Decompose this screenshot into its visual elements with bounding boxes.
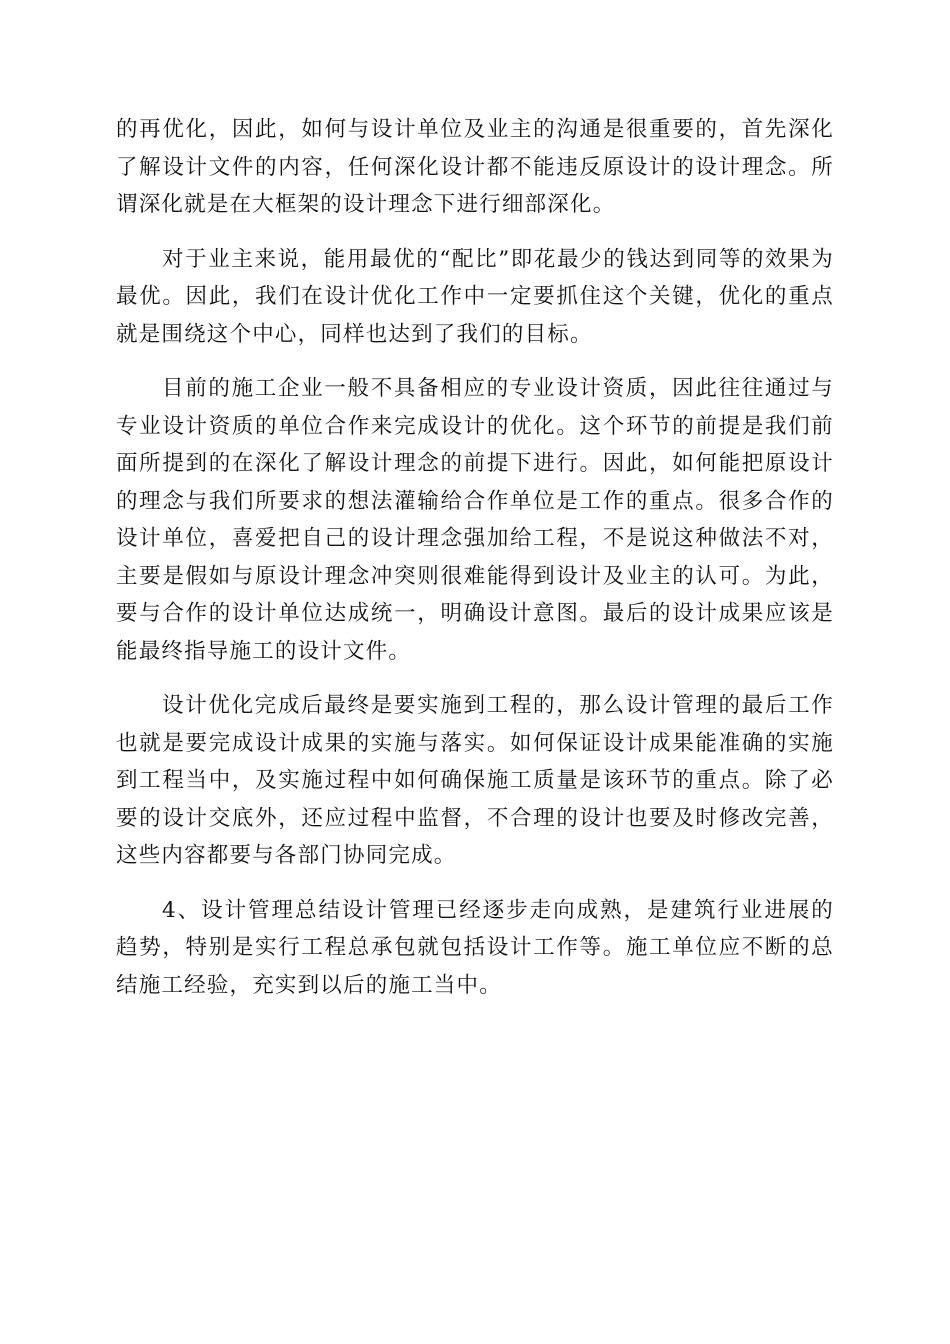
paragraph-2: 对于业主来说，能用最优的“配比”即花最少的钱达到同等的效果为最优。因此，我们在设计优化工作中一定要抓住这个关键，优化的重点就是围绕这个中心，同样也达到了我们的目标。 — [116, 246, 834, 347]
paragraph-5: 4、设计管理总结设计管理已经逐步走向成熟，是建筑行业进展的趋势，特别是实行工程总承包就包括设计工作等。施工单位应不断的总结施工经验，充实到以后的施工当中。 — [116, 897, 834, 998]
paragraph-3: 目前的施工企业一般不具备相应的专业设计资质，因此往往通过与专业设计资质的单位合作来完成设计的优化。这个环节的前提是我们前面所提到的在深化了解设计理念的前提下进行。因此，如何能把原设计的理念与我们所要求的想法灌输给合作单位是工作的重点。很多合作的设计单位，喜爱把自己的设计理念强加给工程，不是说这种做法不对，主要是假如与原设计理念冲突则很难能得到设计及业主的认可。为此，要与合作的设计单位达成统一，明确设计意图。最后的设计成果应该是能最终指导施工的设计文件。 — [116, 376, 834, 664]
paragraph-1: 的再优化，因此，如何与设计单位及业主的沟通是很重要的，首先深化了解设计文件的内容，任何深化设计都不能违反原设计的设计理念。所谓深化就是在大框架的设计理念下进行细部深化。 — [116, 117, 834, 217]
paragraph-4: 设计优化完成后最终是要实施到工程的，那么设计管理的最后工作也就是要完成设计成果的实施与落实。如何保证设计成果能准确的实施到工程当中，及实施过程中如何确保施工质量是该环节的重点。除了必要的设计交底外，还应过程中监督，不合理的设计也要及时修改完善，这些内容都要与各部门协同完成。 — [116, 693, 834, 868]
document-body — [116, 111, 834, 1021]
